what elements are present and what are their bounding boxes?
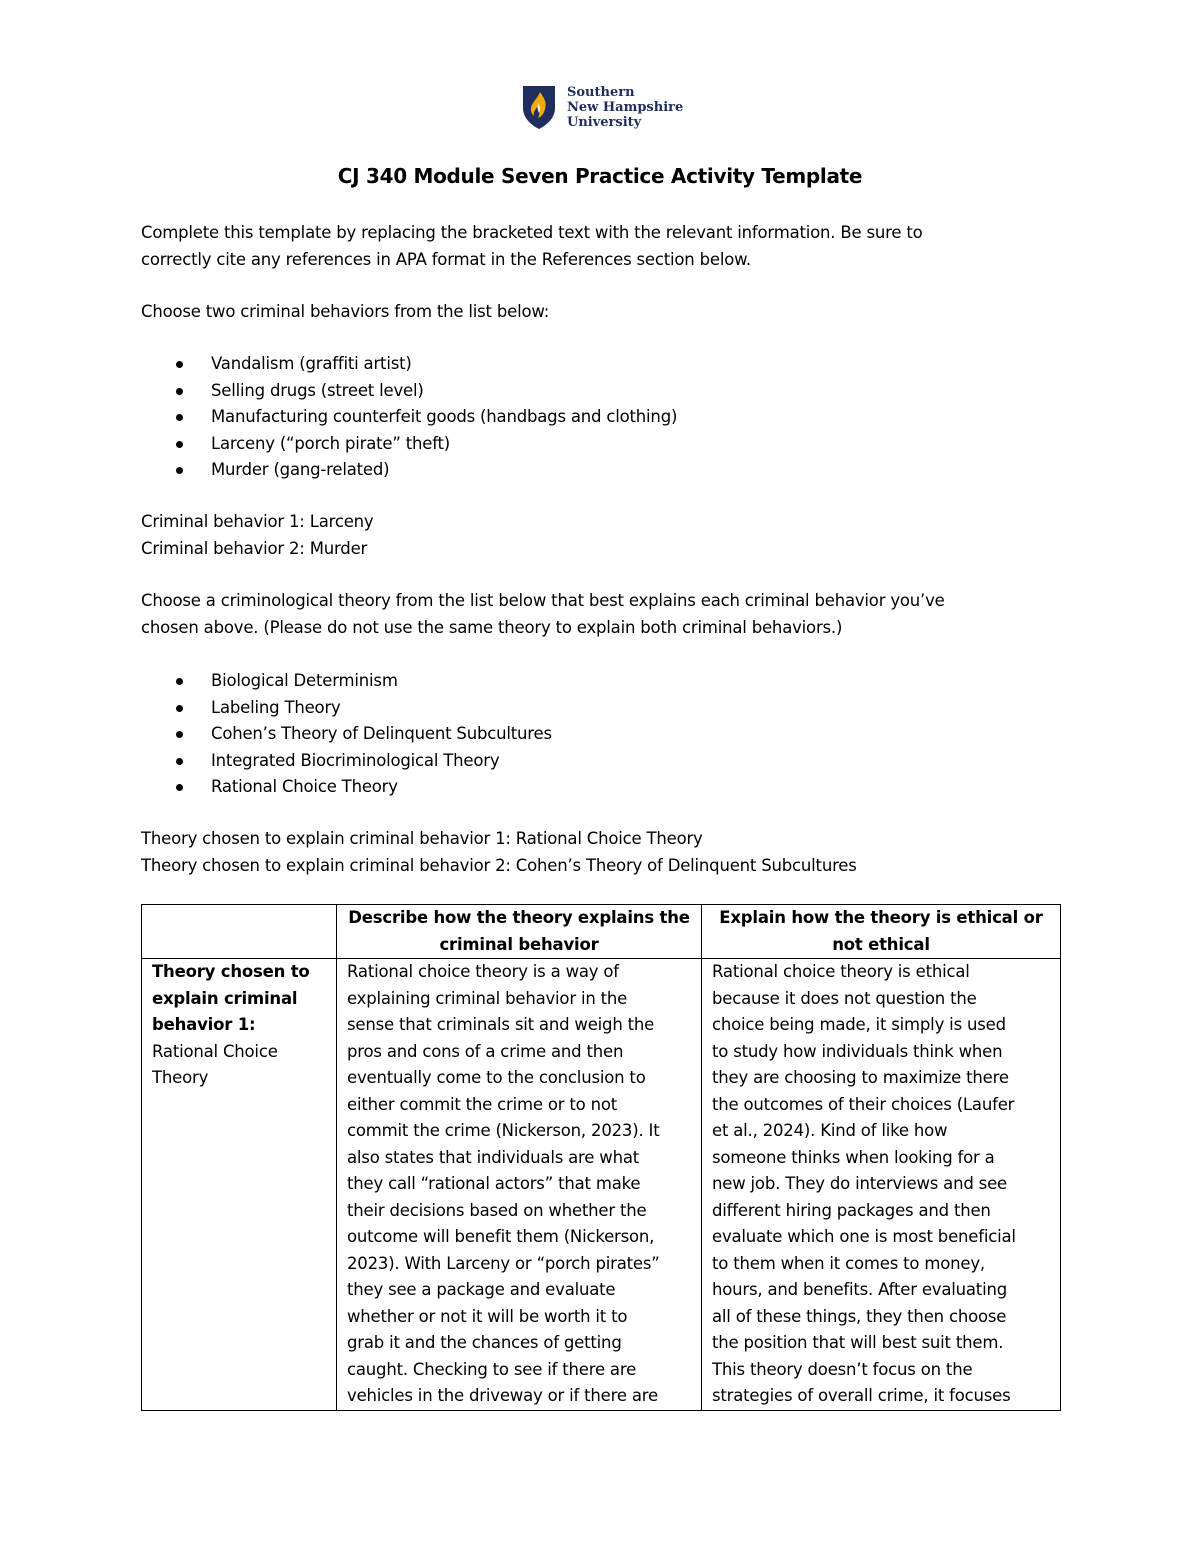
header-text: not ethical	[832, 934, 930, 954]
text-line: the outcomes of their choices (Laufer	[712, 1094, 1015, 1114]
list-item: Murder (gang-related)	[141, 457, 677, 484]
text-line: eventually come to the conclusion to	[347, 1068, 646, 1087]
logo-line-1: Southern	[567, 84, 635, 100]
list-item: Selling drugs (street level)	[141, 378, 677, 405]
choose-theory-line-2: chosen above. (Please do not use the same theory to explain both criminal behaviors.)	[141, 617, 843, 637]
text-line: to study how individuals think when	[712, 1041, 1003, 1061]
ethical-cell	[702, 959, 1061, 1411]
row-label-line: Theory chosen to	[152, 962, 310, 981]
list-item: Integrated Biocriminological Theory	[141, 748, 552, 775]
text-line: This theory doesn’t focus on the	[712, 1359, 973, 1379]
text-line: 2023). With Larceny or “porch pirates”	[347, 1253, 660, 1273]
row-label-cell	[142, 959, 337, 1411]
text-line: new job. They do interviews and see	[712, 1174, 1007, 1193]
row-label-line: behavior 1:	[152, 1015, 256, 1034]
text-line: explaining criminal behavior in the	[347, 988, 628, 1008]
text-line: because it does not question the	[712, 988, 977, 1008]
theory-chosen-2: Theory chosen to explain criminal behavior 2: Cohen’s Theory of Delinquent Subcultures	[141, 855, 857, 875]
text-line: outcome will benefit them (Nickerson,	[347, 1227, 655, 1246]
row-value-line: Rational Choice	[152, 1041, 278, 1061]
table-header-ethical	[702, 905, 1061, 959]
logo-line-2: New Hampshire	[567, 99, 684, 115]
text-line: grab it and the chances of getting	[347, 1333, 622, 1352]
text-line: someone thinks when looking for a	[712, 1147, 995, 1167]
logo-line-3: University	[567, 114, 642, 130]
describe-cell	[337, 959, 702, 1411]
text-line: Rational choice theory is ethical	[712, 962, 970, 981]
row-label-line: explain criminal	[152, 988, 298, 1008]
behaviors-list	[141, 351, 677, 484]
text-line: to them when it comes to money,	[712, 1253, 985, 1273]
header-text: Explain how the theory is ethical or	[719, 908, 1043, 927]
text-line: sense that criminals sit and weigh the	[347, 1015, 655, 1034]
theory-chosen-1: Theory chosen to explain criminal behavior 1: Rational Choice Theory	[141, 829, 703, 848]
text-line: Rational choice theory is a way of	[347, 962, 619, 981]
choose-theory-prompt	[141, 588, 945, 641]
text-line: vehicles in the driveway or if there are	[347, 1386, 658, 1405]
choose-behaviors-prompt: Choose two criminal behaviors from the list below:	[141, 302, 550, 321]
document-title: CJ 340 Module Seven Practice Activity Template	[337, 164, 863, 188]
list-item: Rational Choice Theory	[141, 774, 552, 801]
criminal-behavior-1: Criminal behavior 1: Larceny	[141, 512, 374, 531]
text-line: choice being made, it simply is used	[712, 1015, 1006, 1034]
list-item: Larceny (“porch pirate” theft)	[141, 431, 677, 458]
chosen-theories	[141, 826, 857, 879]
table-row	[142, 959, 1061, 1411]
text-line: pros and cons of a crime and then	[347, 1041, 624, 1061]
list-item: Biological Determinism	[141, 668, 552, 695]
text-line: all of these things, they then choose	[712, 1306, 1007, 1326]
list-item: Cohen’s Theory of Delinquent Subcultures	[141, 721, 552, 748]
text-line: hours, and benefits. After evaluating	[712, 1280, 1007, 1299]
text-line: either commit the crime or to not	[347, 1094, 618, 1114]
text-line: evaluate which one is most beneficial	[712, 1227, 1016, 1246]
header-text: criminal behavior	[439, 934, 599, 954]
text-line: caught. Checking to see if there are	[347, 1359, 637, 1379]
text-line: also states that individuals are what	[347, 1147, 640, 1167]
intro-line-2: correctly cite any references in APA format in the References section below.	[141, 249, 751, 269]
list-item: Vandalism (graffiti artist)	[141, 351, 677, 378]
intro-paragraph	[141, 220, 923, 273]
header-text: Describe how the theory explains the	[348, 908, 690, 927]
text-line: they call “rational actors” that make	[347, 1174, 641, 1193]
text-line: they are choosing to maximize there	[712, 1068, 1009, 1087]
shield-flame-icon	[521, 84, 557, 130]
list-item: Manufacturing counterfeit goods (handbags and clothing)	[141, 404, 677, 431]
text-line: et al., 2024). Kind of like how	[712, 1121, 948, 1140]
row-value-line: Theory	[152, 1068, 209, 1087]
text-line: whether or not it will be worth it to	[347, 1306, 628, 1326]
criminal-behavior-2: Criminal behavior 2: Murder	[141, 538, 368, 558]
text-line: their decisions based on whether the	[347, 1200, 647, 1220]
theories-list	[141, 668, 552, 801]
intro-line-1: Complete this template by replacing the bracketed text with the relevant information. Be sure to	[141, 223, 923, 242]
text-line: strategies of overall crime, it focuses	[712, 1386, 1011, 1405]
chosen-behaviors	[141, 509, 373, 562]
table-header-row	[142, 905, 1061, 959]
text-line: different hiring packages and then	[712, 1200, 991, 1220]
table-header-empty	[142, 905, 337, 959]
text-line: they see a package and evaluate	[347, 1280, 616, 1299]
text-line: the position that will best suit them.	[712, 1333, 1004, 1352]
university-logo	[521, 84, 683, 130]
theory-table	[141, 904, 1061, 1411]
choose-theory-line-1: Choose a criminological theory from the list below that best explains each criminal behavior you’ve	[141, 591, 945, 610]
table-header-describe	[337, 905, 702, 959]
text-line: commit the crime (Nickerson, 2023). It	[347, 1121, 660, 1140]
list-item: Labeling Theory	[141, 695, 552, 722]
